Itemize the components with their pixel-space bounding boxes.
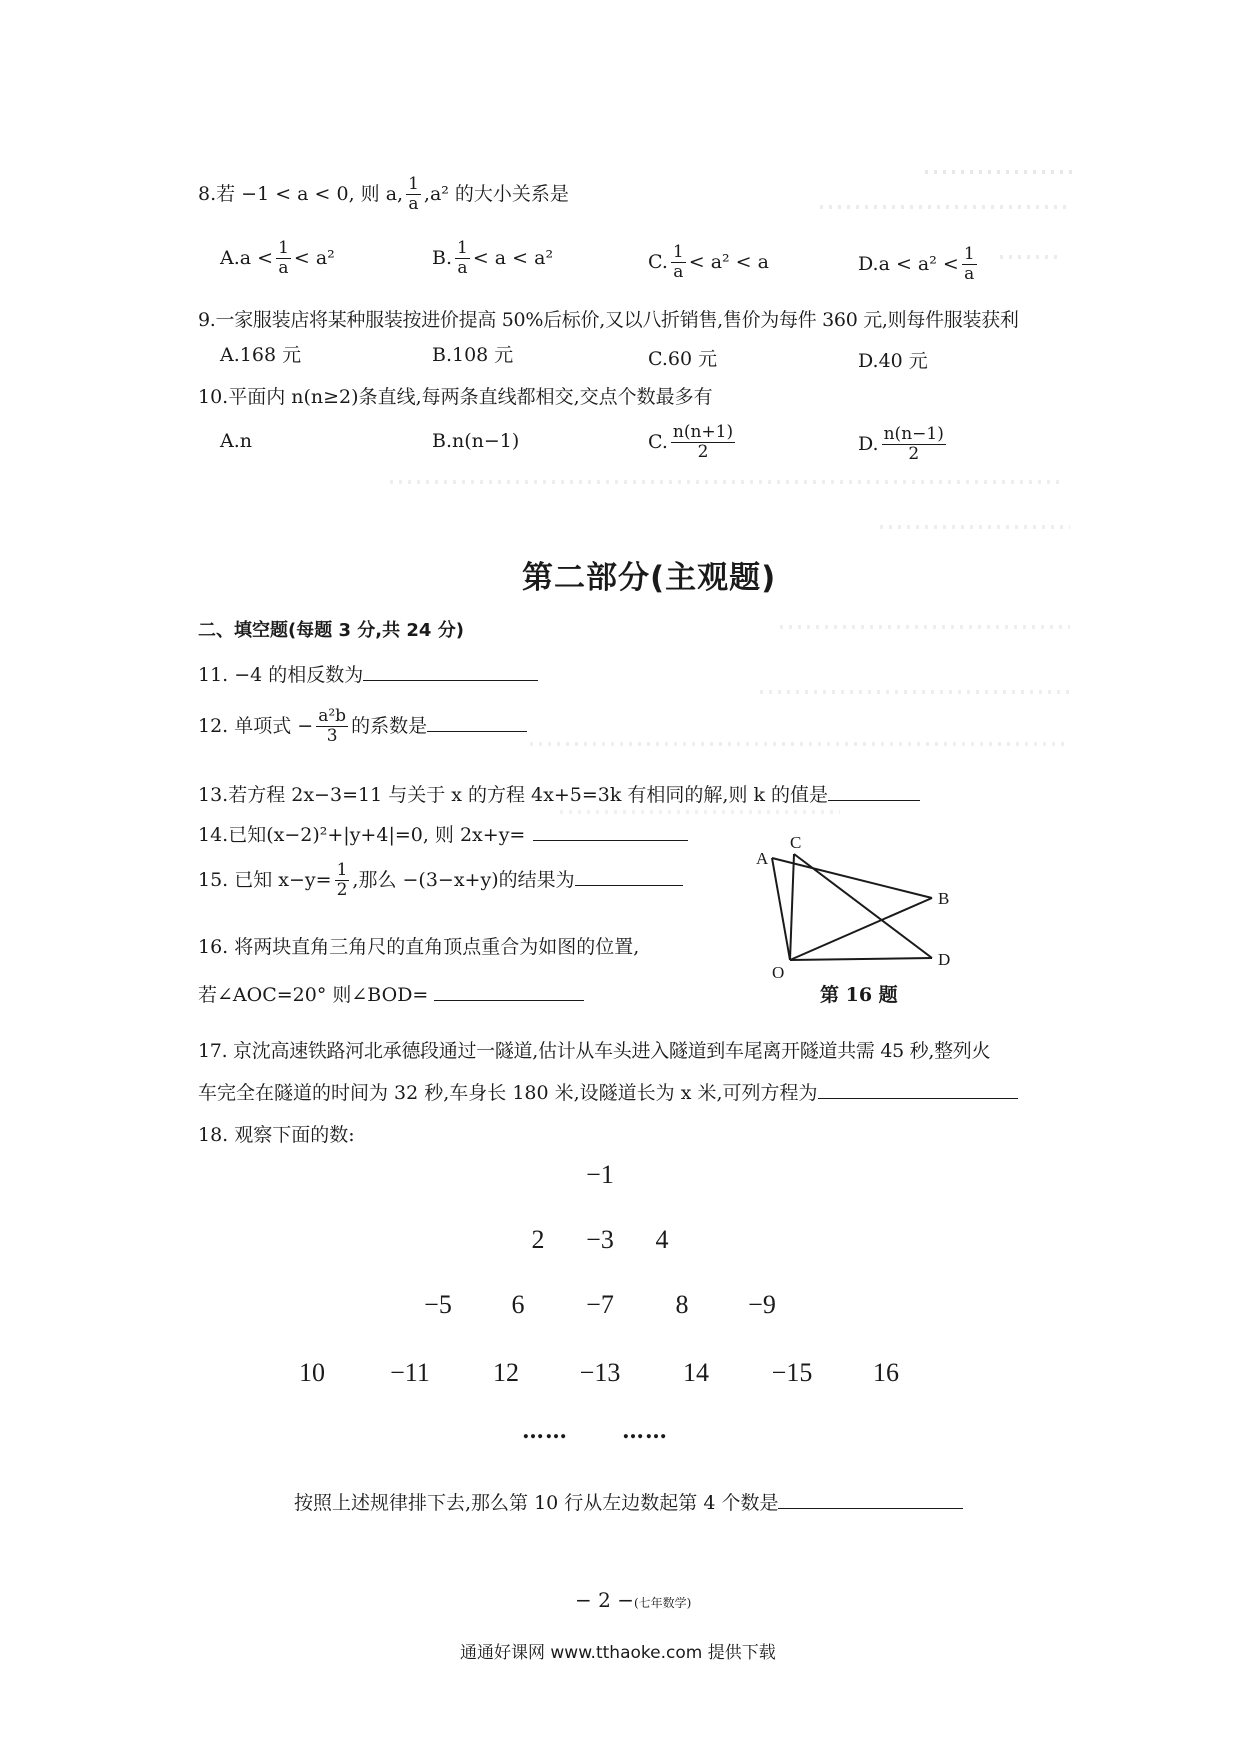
question-16-line1: 16. 将两块直角三角尺的直角顶点重合为如图的位置, xyxy=(198,936,640,958)
q15-answer-blank xyxy=(575,884,683,886)
segment-OD xyxy=(790,958,932,960)
page-number-text: − 2 − xyxy=(575,1588,634,1612)
question-17-line2 xyxy=(198,1078,1018,1105)
q10-option-d xyxy=(858,426,949,464)
pattern-row3-item: −7 xyxy=(586,1290,614,1319)
scan-noise xyxy=(780,625,1070,629)
q11-answer-blank xyxy=(363,679,538,681)
scan-noise xyxy=(1000,255,1060,259)
segment-OB xyxy=(790,898,932,960)
figure-16-diagram xyxy=(756,830,980,982)
pattern-row4-item: 10 xyxy=(299,1358,325,1387)
q8-opt-c-pre: C. xyxy=(648,250,668,273)
scan-noise xyxy=(760,690,1070,694)
q14-answer-blank xyxy=(533,839,688,841)
pattern-row2-item: −3 xyxy=(586,1225,614,1254)
pattern-row2-item: 4 xyxy=(655,1225,669,1254)
q8-opt-b-pre: B. xyxy=(432,246,453,269)
pattern-row3-item: −9 xyxy=(748,1290,776,1319)
q8-opt-c-den: a xyxy=(673,261,684,282)
scan-noise xyxy=(390,480,1060,484)
scan-noise xyxy=(530,742,1070,746)
q10-option-a: A.n xyxy=(220,430,252,452)
question-17-line1: 17. 京沈高速铁路河北承德段通过一隧道,估计从车头进入隧道到车尾离开隧道共需 45 秒,整列火 xyxy=(198,1040,991,1062)
q8-frac-num: 1 xyxy=(408,174,419,194)
q8-opt-d-den: a xyxy=(964,263,975,284)
q8-fraction xyxy=(406,176,421,214)
part-two-title: 第二部分(主观题) xyxy=(522,560,777,596)
q8-opt-c-num: 1 xyxy=(672,242,684,262)
segment-OA xyxy=(772,858,790,960)
question-13 xyxy=(198,780,920,807)
fill-in-section-header: 二、填空题(每题 3 分,共 24 分) xyxy=(198,620,464,641)
pattern-row4-item: 12 xyxy=(493,1358,519,1387)
pattern-row4-item: 16 xyxy=(873,1358,899,1387)
pattern-row4-item: −11 xyxy=(390,1358,430,1387)
q8-option-d xyxy=(858,246,980,284)
q15-frac-num: 1 xyxy=(336,860,348,880)
q10-option-c xyxy=(648,424,738,462)
label-A: A xyxy=(756,849,769,868)
q16-line2-text: 若∠AOC=20° 则∠BOD= xyxy=(198,984,429,1006)
question-9-stem: 9.一家服装店将某种服装按进价提高 50%后标价,又以八折销售,售价为每件 360 元,则每件服装获利 xyxy=(198,309,1019,331)
q15-pre: 15. 已知 x−y= xyxy=(198,868,332,891)
figure-16-caption: 第 16 题 xyxy=(820,984,898,1006)
q9-option-a: A.168 元 xyxy=(220,344,302,366)
q9-option-c: C.60 元 xyxy=(648,348,718,370)
q8-opt-b-frac xyxy=(455,240,470,278)
pattern-ellipsis: …… xyxy=(622,1418,668,1444)
question-11 xyxy=(198,660,538,687)
q8-opt-a-post: < a² xyxy=(293,246,335,269)
pattern-row3-item: −5 xyxy=(424,1290,452,1319)
label-O: O xyxy=(772,963,785,982)
q8-opt-a-num: 1 xyxy=(278,238,289,258)
pattern-row4-item: −15 xyxy=(771,1358,813,1387)
q12-pre: 12. 单项式 − xyxy=(198,714,314,737)
question-8-stem xyxy=(198,176,569,214)
q8-opt-a-den: a xyxy=(278,257,289,278)
q8-option-a xyxy=(220,240,335,278)
scan-noise xyxy=(880,525,1070,529)
q8-opt-d-frac xyxy=(962,246,977,284)
q17-answer-blank xyxy=(818,1097,1018,1099)
page-subject-note: (七年数学) xyxy=(633,1596,692,1610)
q12-post: 的系数是 xyxy=(351,714,428,737)
question-12 xyxy=(198,708,527,746)
question-18-prompt xyxy=(294,1488,963,1515)
q10-opt-d-den: 2 xyxy=(908,443,920,464)
q10-opt-c-den: 2 xyxy=(697,441,709,462)
q18-answer-blank xyxy=(778,1507,963,1509)
q13-answer-blank xyxy=(828,799,920,801)
q10-opt-c-pre: C. xyxy=(648,430,668,453)
q8-option-c xyxy=(648,244,769,282)
q8-opt-a-pre: A.a < xyxy=(220,246,274,269)
q9-option-d: D.40 元 xyxy=(858,350,928,372)
label-B: B xyxy=(938,889,950,908)
q8-stem-suffix: ,a² 的大小关系是 xyxy=(423,182,569,205)
q16-answer-blank xyxy=(434,999,584,1001)
pattern-row3-item: 8 xyxy=(675,1290,689,1319)
q8-stem-prefix: 8.若 −1 < a < 0, 则 a, xyxy=(198,182,404,205)
q8-option-b xyxy=(432,240,553,278)
q10-opt-c-num: n(n+1) xyxy=(672,422,734,442)
q10-option-b: B.n(n−1) xyxy=(432,430,520,452)
q15-frac-den: 2 xyxy=(336,879,348,900)
pattern-row1-item: −1 xyxy=(586,1160,614,1189)
scan-noise xyxy=(560,810,840,814)
pattern-ellipsis: …… xyxy=(522,1418,568,1444)
q8-opt-c-post: < a² < a xyxy=(688,250,769,273)
q9-option-b: B.108 元 xyxy=(432,344,514,366)
q8-opt-d-num: 1 xyxy=(963,244,975,264)
label-D: D xyxy=(938,950,951,969)
page-number xyxy=(575,1588,691,1612)
q12-frac-num: a²b xyxy=(318,706,347,726)
q8-opt-c-frac xyxy=(671,244,686,282)
q8-opt-b-post: < a < a² xyxy=(472,246,554,269)
q12-frac-den: 3 xyxy=(326,725,338,746)
q11-text: 11. −4 的相反数为 xyxy=(198,664,364,686)
q15-post: ,那么 −(3−x+y)的结果为 xyxy=(352,868,575,891)
q15-fraction xyxy=(335,862,350,900)
q13-text: 13.若方程 2x−3=11 与关于 x 的方程 4x+5=3k 有相同的解,则 k 的值是 xyxy=(198,784,829,806)
q12-fraction xyxy=(316,708,348,746)
pattern-row4-item: 14 xyxy=(683,1358,709,1387)
segment-OC xyxy=(790,854,794,960)
q8-opt-a-frac xyxy=(276,240,291,278)
q12-answer-blank xyxy=(427,730,527,732)
question-16-line2 xyxy=(198,980,584,1007)
q8-opt-d-pre: D.a < a² < xyxy=(858,252,959,275)
q8-frac-den: a xyxy=(408,193,419,214)
label-C: C xyxy=(790,833,802,852)
segment-AB xyxy=(772,858,932,898)
q8-opt-b-num: 1 xyxy=(457,238,468,258)
scan-noise xyxy=(820,205,1070,209)
q14-text: 14.已知(x−2)²+|y+4|=0, 则 2x+y= xyxy=(198,824,526,846)
scan-noise xyxy=(925,170,1075,174)
q8-opt-b-den: a xyxy=(457,257,468,278)
question-15 xyxy=(198,862,683,900)
q10-opt-d-pre: D. xyxy=(858,432,879,455)
q18-question-text: 按照上述规律排下去,那么第 10 行从左边数起第 4 个数是 xyxy=(294,1492,779,1514)
q17-line2-text: 车完全在隧道的时间为 32 秒,车身长 180 米,设隧道长为 x 米,可列方程为 xyxy=(198,1082,818,1104)
source-watermark: 通通好课网 www.tthaoke.com 提供下载 xyxy=(460,1643,776,1663)
question-18-stem: 18. 观察下面的数: xyxy=(198,1124,355,1146)
pattern-row2-item: 2 xyxy=(531,1225,545,1254)
question-14 xyxy=(198,820,688,847)
q10-opt-c-frac xyxy=(671,424,735,462)
q10-opt-d-frac xyxy=(882,426,946,464)
pattern-row3-item: 6 xyxy=(511,1290,525,1319)
question-10-stem: 10.平面内 n(n≥2)条直线,每两条直线都相交,交点个数最多有 xyxy=(198,386,713,408)
pattern-row4-item: −13 xyxy=(579,1358,621,1387)
q10-opt-d-num: n(n−1) xyxy=(883,424,944,444)
